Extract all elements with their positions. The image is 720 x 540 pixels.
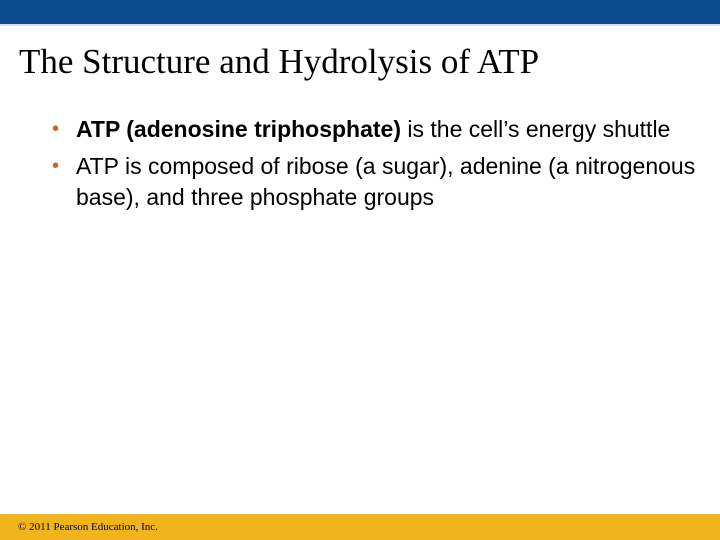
top-banner	[0, 0, 720, 24]
copyright-footer: © 2011 Pearson Education, Inc.	[18, 521, 158, 533]
bullet-text: is the cell’s energy shuttle	[401, 116, 671, 142]
title-divider	[0, 24, 720, 26]
slide-title: The Structure and Hydrolysis of ATP	[19, 42, 540, 81]
bullet-icon: •	[52, 155, 60, 177]
bullet-item-atp-composition	[50, 151, 700, 213]
bullet-item-atp-definition	[50, 114, 700, 145]
bullet-icon: •	[52, 118, 60, 140]
bullet-bold-text: ATP (adenosine triphosphate)	[76, 116, 402, 142]
bullet-list	[50, 114, 700, 219]
bullet-text: ATP is composed of ribose (a sugar), adenine (a nitrogenous base), and three phosphate groups	[76, 153, 696, 210]
